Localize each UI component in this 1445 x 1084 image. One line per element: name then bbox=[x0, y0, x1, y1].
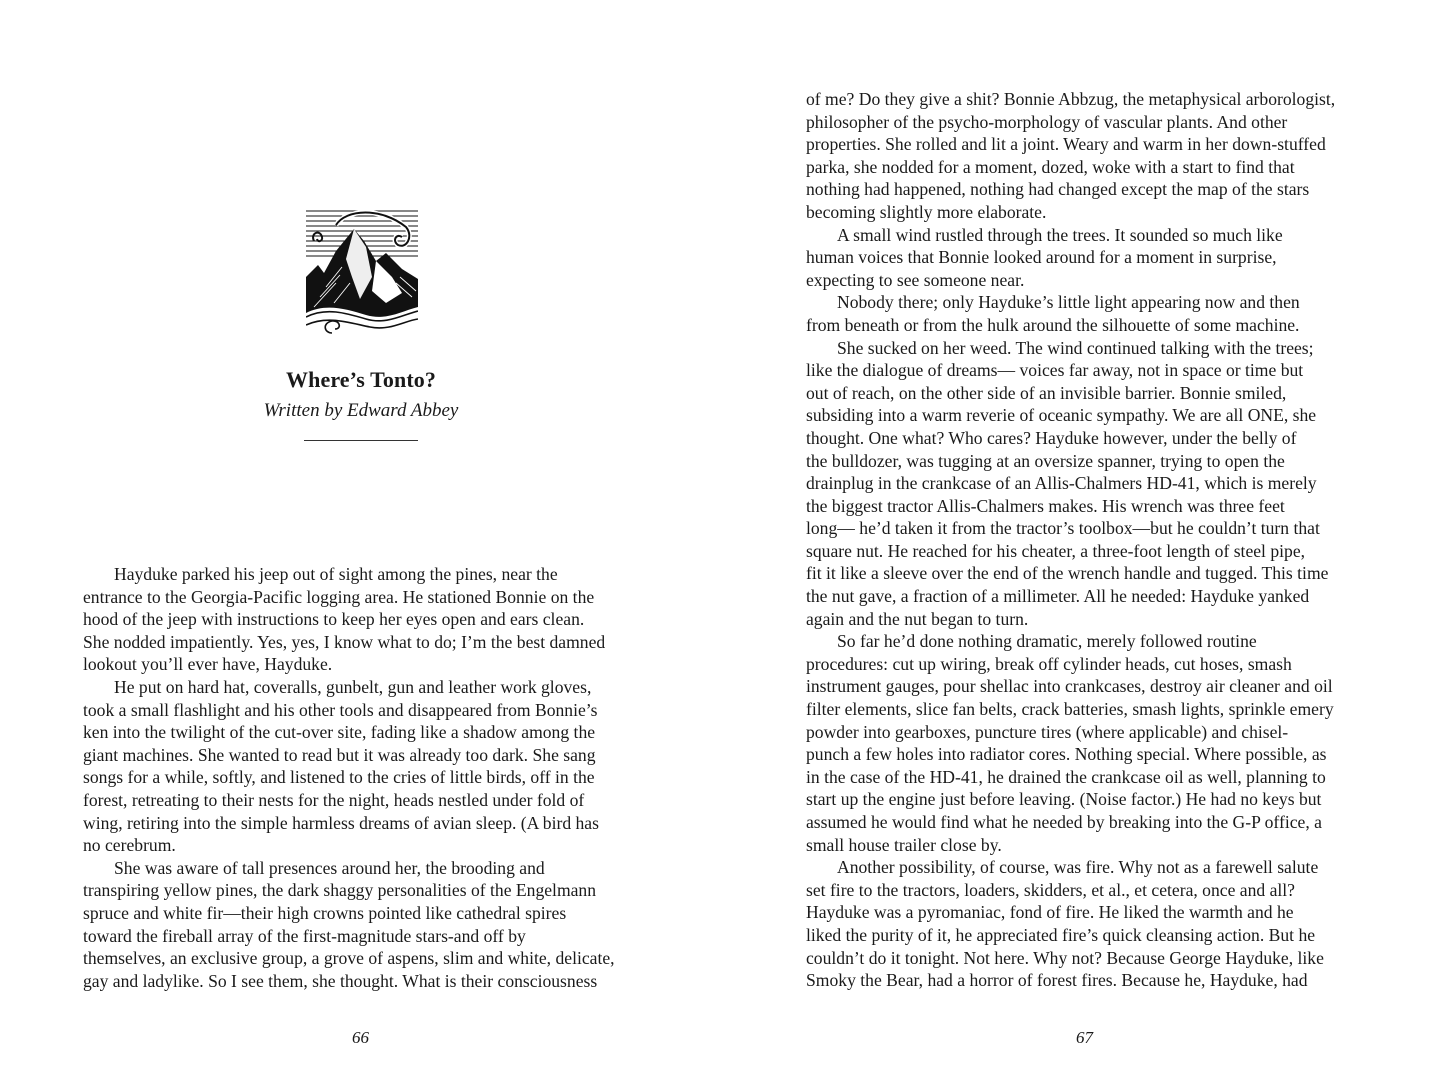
text-line: long— he’d taken it from the tractor’s toolbox—but he couldn’t turn that bbox=[806, 518, 1320, 539]
text-line: spruce and white fir—their high crowns pointed like cathedral spires bbox=[83, 902, 567, 923]
text-line: ken into the twilight of the cut-over site, fading like a shadow among the bbox=[83, 722, 596, 743]
text-line: instrument gauges, pour shellac into crankcases, destroy air cleaner and oil bbox=[806, 676, 1333, 697]
text-line: Hayduke was a pyromaniac, fond of fire. He liked the warmth and he bbox=[806, 902, 1294, 923]
text-line: She was aware of tall presences around her, the brooding and bbox=[114, 857, 545, 878]
text-line: becoming slightly more elaborate. bbox=[806, 201, 1047, 222]
text-line: parka, she nodded for a moment, dozed, woke with a start to find that bbox=[806, 156, 1295, 177]
chapter-title: Where’s Tonto? bbox=[286, 367, 436, 392]
right-body-text bbox=[806, 88, 1371, 992]
text-line: small house trailer close by. bbox=[806, 834, 1002, 855]
paragraph bbox=[806, 856, 1371, 992]
text-line: the biggest tractor Allis-Chalmers makes. His wrench was three feet bbox=[806, 495, 1285, 516]
text-line: of me? Do they give a shit? Bonnie Abbzug, the metaphysical arborologist, bbox=[806, 89, 1336, 109]
page-number-left: 66 bbox=[352, 1028, 369, 1047]
text-line: again and the nut began to turn. bbox=[806, 608, 1029, 629]
text-line: in the case of the HD-41, he drained the crankcase oil as well, planning to bbox=[806, 766, 1326, 787]
text-line: no cerebrum. bbox=[83, 835, 176, 856]
text-line: songs for a while, softly, and listened to the cries of little birds, off in the bbox=[83, 767, 595, 788]
text-line: drainplug in the crankcase of an Allis-Chalmers HD-41, which is merely bbox=[806, 473, 1317, 494]
text-line: themselves, an exclusive group, a grove of aspens, slim and white, delicate, bbox=[83, 948, 615, 969]
text-line: She nodded impatiently. Yes, yes, I know what to do; I’m the best damned bbox=[83, 631, 606, 652]
text-line: fit it like a sleeve over the end of the wrench handle and tugged. This time bbox=[806, 563, 1329, 584]
text-line: He put on hard hat, coveralls, gunbelt, gun and leather work gloves, bbox=[114, 676, 592, 697]
text-line: procedures: cut up wiring, break off cylinder heads, cut hoses, smash bbox=[806, 653, 1292, 674]
text-line: lookout you’ll ever have, Hayduke. bbox=[83, 654, 333, 675]
text-line: took a small flashlight and his other tools and disappeared from Bonnie’s bbox=[83, 699, 598, 720]
left-page bbox=[0, 0, 722, 1084]
text-line: giant machines. She wanted to read but it was already too dark. She sang bbox=[83, 744, 596, 765]
text-line: nothing had happened, nothing had changed except the map of the stars bbox=[806, 179, 1310, 200]
paragraph bbox=[83, 857, 643, 993]
author-byline: Written by Edward Abbey bbox=[263, 400, 459, 421]
paragraph bbox=[806, 337, 1371, 631]
text-line: expecting to see someone near. bbox=[806, 269, 1025, 290]
text-line: the bulldozer, was tugging at an oversize spanner, trying to open the bbox=[806, 450, 1285, 471]
text-line: liked the purity of it, he appreciated fire’s quick cleansing action. But he bbox=[806, 924, 1316, 945]
text-line: from beneath or from the hulk around the silhouette of some machine. bbox=[806, 314, 1300, 335]
text-line: Another possibility, of course, was fire. Why not as a farewell salute bbox=[837, 857, 1319, 878]
text-line: square nut. He reached for his cheater, a three-foot length of steel pipe, bbox=[806, 540, 1306, 561]
text-line: start up the engine just before leaving. (Noise factor.) He had no keys but bbox=[806, 789, 1322, 810]
text-line: So far he’d done nothing dramatic, merely followed routine bbox=[837, 631, 1257, 652]
text-line: Smoky the Bear, had a horror of forest fires. Because he, Hayduke, had bbox=[806, 970, 1308, 991]
text-line: hood of the jeep with instructions to keep her eyes open and ears clean. bbox=[83, 609, 585, 630]
text-line: like the dialogue of dreams— voices far away, not in space or time but bbox=[806, 360, 1304, 381]
text-line: filter elements, slice fan belts, crack batteries, smash lights, sprinkle emery bbox=[806, 699, 1334, 720]
paragraph bbox=[83, 676, 643, 857]
paragraph bbox=[83, 563, 643, 676]
text-line: subsiding into a warm reverie of oceanic sympathy. We are all ONE, she bbox=[806, 405, 1317, 426]
text-line: philosopher of the psycho-morphology of vascular plants. And other bbox=[806, 111, 1288, 132]
text-line: assumed he would find what he needed by breaking into the G-P office, a bbox=[806, 812, 1322, 832]
mountain-woodcut-icon bbox=[306, 207, 418, 336]
text-line: properties. She rolled and lit a joint. Weary and warm in her down-stuffed bbox=[806, 134, 1326, 155]
text-line: entrance to the Georgia-Pacific logging area. He stationed Bonnie on the bbox=[83, 586, 595, 607]
paragraph bbox=[806, 88, 1371, 224]
paragraph bbox=[806, 291, 1371, 336]
text-line: toward the fireball array of the first-magnitude stars-and off by bbox=[83, 925, 526, 946]
text-line: gay and ladylike. So I see them, she thought. What is their consciousness bbox=[83, 970, 598, 991]
text-line: forest, retreating to their nests for the night, heads nestled under fold of bbox=[83, 789, 585, 810]
text-line: couldn’t do it tonight. Not here. Why not? Because George Hayduke, like bbox=[806, 947, 1324, 968]
text-line: punch a few holes into radiator cores. Nothing special. Where possible, as bbox=[806, 744, 1327, 765]
text-line: She sucked on her weed. The wind continued talking with the trees; bbox=[837, 337, 1314, 358]
paragraph bbox=[806, 224, 1371, 292]
text-line: transpiring yellow pines, the dark shaggy personalities of the Engelmann bbox=[83, 880, 597, 901]
text-line: A small wind rustled through the trees. It sounded so much like bbox=[837, 224, 1283, 245]
text-line: Hayduke parked his jeep out of sight among the pines, near the bbox=[114, 564, 558, 584]
page-number-right: 67 bbox=[1076, 1028, 1093, 1047]
title-divider bbox=[304, 440, 418, 441]
text-line: human voices that Bonnie looked around for a moment in surprise, bbox=[806, 247, 1277, 268]
text-line: Nobody there; only Hayduke’s little light appearing now and then bbox=[837, 292, 1300, 313]
text-line: powder into gearboxes, puncture tires (where applicable) and chisel- bbox=[806, 721, 1289, 742]
text-line: thought. One what? Who cares? Hayduke however, under the belly of bbox=[806, 427, 1297, 448]
right-page bbox=[722, 0, 1445, 1084]
text-line: set fire to the tractors, loaders, skidders, et al., et cetera, once and all? bbox=[806, 879, 1295, 900]
left-body-text bbox=[83, 563, 643, 992]
text-line: the nut gave, a fraction of a millimeter. All he needed: Hayduke yanked bbox=[806, 586, 1310, 607]
text-line: wing, retiring into the simple harmless dreams of avian sleep. (A bird has bbox=[83, 812, 599, 833]
paragraph bbox=[806, 630, 1371, 856]
text-line: out of reach, on the other side of an invisible barrier. Bonnie smiled, bbox=[806, 382, 1287, 403]
